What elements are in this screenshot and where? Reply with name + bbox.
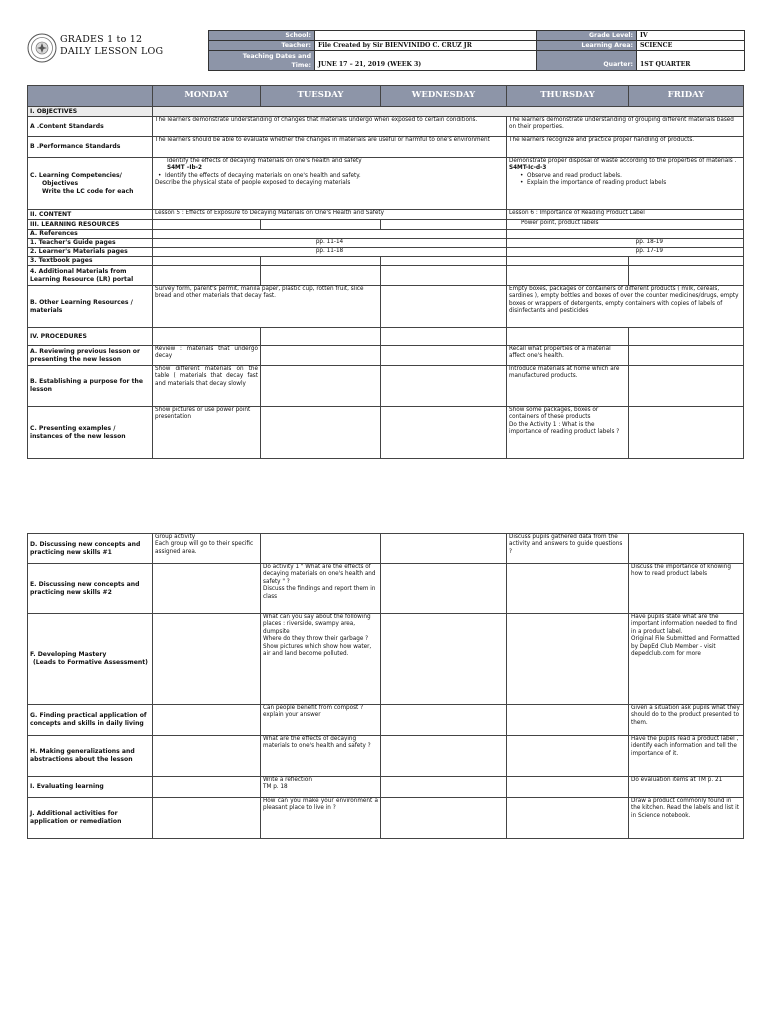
discussing2-fri: Discuss the importance of knowing how to read product labels bbox=[629, 564, 744, 614]
lesson-log-table-part2 bbox=[27, 533, 744, 839]
teacher-label: Teacher: bbox=[209, 41, 315, 51]
textbook-wed bbox=[381, 257, 507, 266]
procedures-tue bbox=[261, 328, 381, 346]
additional-activities-tue: How can you make your environment a pleasant place to live in ? bbox=[261, 798, 381, 839]
resources-thu-fri: Power point, product labels bbox=[507, 220, 744, 230]
competency-mon-line1: Identify the effects of decaying materials on one's health and safety bbox=[167, 158, 362, 164]
establishing-tue bbox=[261, 366, 381, 407]
resources-mon bbox=[153, 220, 261, 230]
reviewing-fri bbox=[629, 346, 744, 366]
evaluating-wed bbox=[381, 777, 507, 798]
day-header-tuesday: TUESDAY bbox=[261, 86, 381, 107]
learners-materials-label: 2. Learner's Materials pages bbox=[28, 248, 153, 257]
competency-thu-line1: Demonstrate proper disposal of waste according to the properties of materials . bbox=[509, 158, 737, 164]
practical-fri: Given a situation ask pupils what they should do to the product presented to them. bbox=[629, 705, 744, 736]
other-resources-label bbox=[28, 286, 153, 328]
discussing2-line1: E. Discussing new concepts and bbox=[30, 580, 140, 588]
additional-materials-line2: Learning Resource (LR) portal bbox=[30, 275, 134, 283]
performance-standards-mon-wed: The learners should be able to evaluate whether the changes in materials are useful or harmful to one's environment bbox=[153, 137, 507, 158]
presenting-label bbox=[28, 407, 153, 459]
additional-wed bbox=[381, 266, 507, 286]
discussing1-tue bbox=[261, 534, 381, 564]
references-mon-wed bbox=[153, 230, 507, 239]
mastery-line1: F. Developing Mastery bbox=[30, 651, 107, 658]
generalizations-thu bbox=[507, 736, 629, 777]
competencies-label-line2: Objectives bbox=[42, 179, 79, 187]
textbook-fri bbox=[629, 257, 744, 266]
additional-activities-fri: Draw a product commonly found in the kitchen. Read the labels and list it in Science notebook. bbox=[629, 798, 744, 839]
teaching-dates-value: JUNE 17 – 21, 2019 (WEEK 3) bbox=[315, 51, 537, 71]
other-resources-line1: B. Other Learning Resources / bbox=[30, 298, 133, 306]
document-title bbox=[60, 34, 163, 58]
evaluating-label: I. Evaluating learning bbox=[28, 777, 153, 798]
competency-thu-bullet1: • Observe and read product labels. bbox=[517, 173, 741, 180]
discussing2-line2: practicing new skills #2 bbox=[30, 588, 112, 596]
teaching-dates-label bbox=[209, 51, 315, 71]
content-mon-wed: Lesson 5 : Effects of Exposure to Decaying Materials on One's Health and Safety bbox=[153, 210, 507, 220]
title-daily-lesson-log: DAILY LESSON LOG bbox=[60, 46, 164, 57]
textbook-mon bbox=[153, 257, 261, 266]
discussing1-line1: D. Discussing new concepts and bbox=[30, 540, 141, 548]
mastery-fri: Have pupils state what are the important information needed to find in a product label. Original File Submitted and Formatted by DepEd Club Member - visit depedclub.com for more bbox=[629, 614, 744, 705]
evaluating-thu bbox=[507, 777, 629, 798]
deped-seal-logo bbox=[27, 33, 57, 63]
practical-tue: Can people benefit from compost ? explain your answer bbox=[261, 705, 381, 736]
discussing1-label bbox=[28, 534, 153, 564]
additional-thu bbox=[507, 266, 629, 286]
content-thu-fri: Lesson 6 : Importance of Reading Product Label bbox=[507, 210, 744, 220]
evaluating-tue: Write a reflection TM p. 18 bbox=[261, 777, 381, 798]
discussing1-thu: Discuss pupils gathered data from the activity and answers to guide questions ? bbox=[507, 534, 629, 564]
dates-label-line2: Time: bbox=[291, 61, 311, 69]
title-grades: GRADES 1 to 12 bbox=[60, 34, 143, 45]
generalizations-mon bbox=[153, 736, 261, 777]
establishing-mon: Show different materials on the table ( materials that decay fast and materials that decay slowly bbox=[153, 366, 261, 407]
teachers-guide-mon-wed: pp. 11-14 bbox=[153, 239, 507, 248]
objectives-blank bbox=[153, 107, 744, 117]
additional-tue bbox=[261, 266, 381, 286]
reviewing-label bbox=[28, 346, 153, 366]
procedures-fri bbox=[629, 328, 744, 346]
establishing-thu: Introduce materials at home which are manufactured products. bbox=[507, 366, 629, 407]
day-header-friday: FRIDAY bbox=[629, 86, 744, 107]
references-thu-fri bbox=[507, 230, 744, 239]
generalizations-fri: Have the pupils read a product label , identify each information and tell the importance of it. bbox=[629, 736, 744, 777]
competency-thu-bullet2: • Explain the importance of reading product labels bbox=[517, 180, 741, 187]
other-resources-thu-fri: Empty boxes, packages or containers of different products ( milk, cereals, sardines ), empty bottles and boxes of over the counter medicines/drugs, empty boxes or wrappers of detergents, empty containers with copies of labels of disinfectants and pesticides bbox=[507, 286, 744, 328]
reviewing-tue bbox=[261, 346, 381, 366]
presenting-fri bbox=[629, 407, 744, 459]
resources-wed bbox=[381, 220, 507, 230]
presenting-wed bbox=[381, 407, 507, 459]
presenting-tue bbox=[261, 407, 381, 459]
mastery-label bbox=[28, 614, 153, 705]
learning-area-label: Learning Area: bbox=[537, 41, 637, 51]
competencies-thu-fri bbox=[507, 158, 744, 210]
procedures-mon bbox=[153, 328, 261, 346]
additional-activities-label bbox=[28, 798, 153, 839]
evaluating-mon bbox=[153, 777, 261, 798]
performance-standards-label: B .Performance Standards bbox=[28, 137, 153, 158]
learning-area-value: SCIENCE bbox=[637, 41, 745, 51]
learning-competencies-label bbox=[28, 158, 153, 210]
presenting-mon: Show pictures or use power point presentation bbox=[153, 407, 261, 459]
other-resources-wed bbox=[381, 286, 507, 328]
reviewing-line2: presenting the new lesson bbox=[30, 355, 122, 363]
discussing2-mon bbox=[153, 564, 261, 614]
learners-materials-thu-fri: pp. 17-19 bbox=[507, 248, 744, 257]
day-header-thursday: THURSDAY bbox=[507, 86, 629, 107]
additional-activities-line1: J. Additional activities for bbox=[30, 810, 118, 817]
quarter-label: Quarter: bbox=[537, 51, 637, 71]
establishing-wed bbox=[381, 366, 507, 407]
practical-label bbox=[28, 705, 153, 736]
teacher-value: File Created by Sir BIENVINIDO C. CRUZ JR bbox=[315, 41, 537, 51]
textbook-tue bbox=[261, 257, 381, 266]
additional-fri bbox=[629, 266, 744, 286]
presenting-line1: C. Presenting examples / bbox=[30, 424, 116, 432]
competency-mon-code: S4MT –Ib-2 bbox=[167, 165, 202, 172]
competencies-label-line1: C. Learning Competencies/ bbox=[30, 171, 122, 179]
generalizations-label bbox=[28, 736, 153, 777]
generalizations-line2: abstractions about the lesson bbox=[30, 756, 133, 763]
presenting-line2: instances of the new lesson bbox=[30, 432, 126, 440]
school-label: School: bbox=[209, 31, 315, 41]
content-standards-mon-wed: The learners demonstrate understanding of changes that materials undergo when exposed to certain conditions. bbox=[153, 117, 507, 137]
additional-materials-label bbox=[28, 266, 153, 286]
lesson-log-table-part1 bbox=[27, 85, 744, 459]
learners-materials-mon-wed: pp. 11-18 bbox=[153, 248, 507, 257]
practical-wed bbox=[381, 705, 507, 736]
grade-level-value: IV bbox=[637, 31, 745, 41]
other-resources-mon-tue: Survey form, parent's permit, manila paper, plastic cup, rotten fruit, slice bread and other materials that decay fast. bbox=[153, 286, 381, 328]
school-value bbox=[315, 31, 537, 41]
additional-activities-line2: application or remediation bbox=[30, 818, 122, 825]
additional-activities-thu bbox=[507, 798, 629, 839]
discussing2-label bbox=[28, 564, 153, 614]
additional-activities-mon bbox=[153, 798, 261, 839]
practical-mon bbox=[153, 705, 261, 736]
references-label: A. References bbox=[28, 230, 153, 239]
other-resources-line2: materials bbox=[30, 306, 63, 314]
generalizations-tue: What are the effects of decaying materials to one's health and safety ? bbox=[261, 736, 381, 777]
resources-tue bbox=[261, 220, 381, 230]
discussing2-wed bbox=[381, 564, 507, 614]
generalizations-wed bbox=[381, 736, 507, 777]
additional-activities-wed bbox=[381, 798, 507, 839]
discussing2-tue: Do activity 1 " What are the effects of decaying materials on one's health and safety " ? Discuss the findings and report them in class bbox=[261, 564, 381, 614]
content-standards-label: A .Content Standards bbox=[28, 117, 153, 137]
practical-thu bbox=[507, 705, 629, 736]
reviewing-mon: Review : materials that undergo decay bbox=[153, 346, 261, 366]
evaluating-fri: Do evaluation items at TM p. 21 bbox=[629, 777, 744, 798]
presenting-thu: Show some packages, boxes or containers of these products Do the Activity 1 : What is the importance of reading product labels ? bbox=[507, 407, 629, 459]
mastery-tue: What can you say about the following places : riverside, swampy area, dumpsite Where do they throw their garbage ? Show pictures which show how water, air and land become polluted. bbox=[261, 614, 381, 705]
mastery-line2: (Leads to Formative Assessment) bbox=[33, 659, 148, 666]
textbook-pages-label: 3. Textbook pages bbox=[28, 257, 153, 266]
mastery-thu bbox=[507, 614, 629, 705]
teachers-guide-thu-fri: pp. 18-19 bbox=[507, 239, 744, 248]
quarter-value: 1ST QUARTER bbox=[637, 51, 745, 71]
additional-mon bbox=[153, 266, 261, 286]
establishing-line1: B. Establishing a purpose for the bbox=[30, 378, 144, 385]
reviewing-wed bbox=[381, 346, 507, 366]
competency-thu-code: S4MT-Ic-d-3 bbox=[509, 165, 547, 172]
dates-label-line1: Teaching Dates and bbox=[242, 52, 311, 60]
day-header-monday: MONDAY bbox=[153, 86, 261, 107]
generalizations-line1: H. Making generalizations and bbox=[30, 748, 135, 755]
content-label: II. CONTENT bbox=[28, 210, 153, 220]
establishing-label bbox=[28, 366, 153, 407]
procedures-label: IV. PROCEDURES bbox=[28, 328, 153, 346]
establishing-line2: lesson bbox=[30, 386, 53, 393]
day-header-wednesday: WEDNESDAY bbox=[381, 86, 507, 107]
discussing2-thu bbox=[507, 564, 629, 614]
competencies-mon-wed bbox=[153, 158, 507, 210]
corner-cell bbox=[28, 86, 153, 107]
objectives-heading: I. OBJECTIVES bbox=[28, 107, 153, 117]
competency-mon-line3: Describe the physical state of people exposed to decaying materials bbox=[155, 180, 351, 187]
practical-line2: concepts and skills in daily living bbox=[30, 720, 144, 727]
content-standards-thu-fri: The learners demonstrate understanding of grouping different materials based on their properties. bbox=[507, 117, 744, 137]
establishing-fri bbox=[629, 366, 744, 407]
competency-mon-bullet: • Identify the effects of decaying materials on one's health and safety. bbox=[155, 173, 504, 180]
reviewing-thu: Recall what properties of a material affect one's health. bbox=[507, 346, 629, 366]
grade-level-label: Grade Level: bbox=[537, 31, 637, 41]
competencies-label-line3: Write the LC code for each bbox=[42, 187, 134, 195]
textbook-thu bbox=[507, 257, 629, 266]
teachers-guide-label: 1. Teacher's Guide pages bbox=[28, 239, 153, 248]
mastery-mon bbox=[153, 614, 261, 705]
reviewing-line1: A. Reviewing previous lesson or bbox=[30, 347, 140, 355]
procedures-wed bbox=[381, 328, 507, 346]
learning-resources-label: III. LEARNING RESOURCES bbox=[28, 220, 153, 230]
discussing1-wed bbox=[381, 534, 507, 564]
discussing1-fri bbox=[629, 534, 744, 564]
discussing1-line2: practicing new skills #1 bbox=[30, 548, 112, 556]
discussing1-mon: Group activity Each group will go to their specific assigned area. bbox=[153, 534, 261, 564]
practical-line1: G. Finding practical application of bbox=[30, 712, 147, 719]
mastery-wed bbox=[381, 614, 507, 705]
performance-standards-thu-fri: The learners recognize and practice proper handling of products. bbox=[507, 137, 744, 158]
procedures-thu bbox=[507, 328, 629, 346]
header-info-table bbox=[208, 30, 745, 71]
additional-materials-line1: 4. Additional Materials from bbox=[30, 267, 127, 275]
